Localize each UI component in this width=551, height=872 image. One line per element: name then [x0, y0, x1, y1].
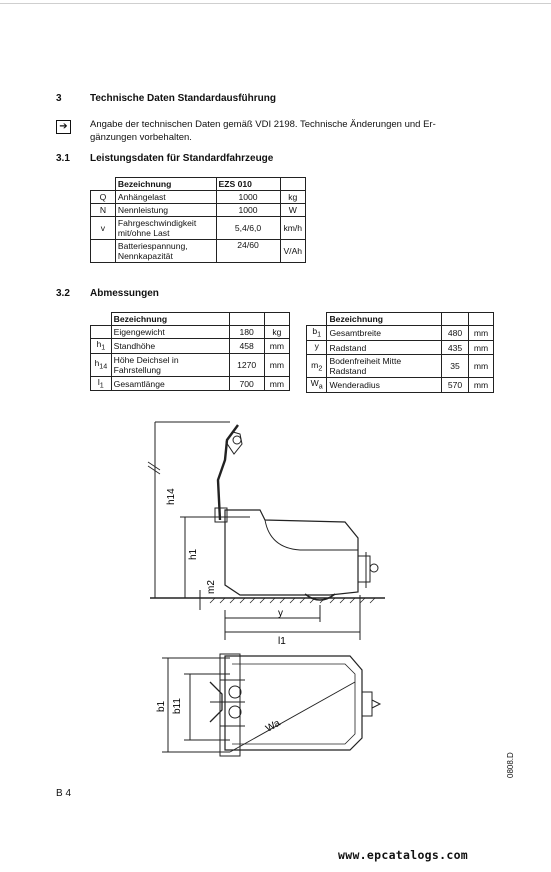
- table-header-row: [91, 313, 290, 326]
- table-row: [307, 326, 494, 341]
- section-title: Leistungsdaten für Standardfahrzeuge: [90, 153, 274, 164]
- table-row: [91, 240, 306, 263]
- table-cell: [91, 178, 116, 191]
- table-cell: km/h: [280, 217, 305, 240]
- table-cell: 458: [229, 339, 264, 354]
- table-cell: 480: [442, 326, 469, 341]
- table-header-label: Bezeichnung: [327, 313, 442, 326]
- table-header-model: EZS 010: [216, 178, 280, 191]
- symbol-subscript: a: [318, 383, 323, 392]
- label-b1: b1: [156, 700, 167, 712]
- table-cell: [307, 355, 327, 378]
- table-cell: mm: [264, 339, 289, 354]
- table-cell: 5,4/6,0: [216, 217, 280, 240]
- table-cell: mm: [469, 326, 494, 341]
- arrow-right-icon: ➔: [56, 120, 71, 134]
- table-row: [91, 217, 306, 240]
- label-h14: h14: [166, 488, 177, 505]
- section-number: 3.2: [56, 288, 70, 299]
- table-cell: [91, 313, 112, 326]
- table-row: [91, 204, 306, 217]
- table-cell: 1000: [216, 191, 280, 204]
- table-cell: Fahrgeschwindigkeit mit/ohne Last: [115, 217, 216, 240]
- page-number: B 4: [56, 788, 72, 799]
- table-header-row: [91, 178, 306, 191]
- table-cell: [469, 313, 494, 326]
- tow-coupling: [358, 556, 370, 582]
- table-cell: mm: [469, 340, 494, 355]
- table-row: [91, 339, 290, 354]
- dimensions-table-left: [90, 312, 290, 391]
- table-cell: Anhängelast: [115, 191, 216, 204]
- performance-table: [90, 177, 306, 263]
- symbol: l: [97, 376, 100, 387]
- table-cell: [442, 313, 469, 326]
- table-cell: mm: [264, 353, 289, 376]
- label-l1: l1: [278, 636, 286, 645]
- symbol: W: [310, 378, 319, 389]
- label-h1: h1: [188, 548, 199, 560]
- table-cell: V/Ah: [280, 240, 305, 263]
- symbol: b: [312, 326, 318, 336]
- table-cell: 435: [442, 340, 469, 355]
- section-title: Abmessungen: [90, 288, 159, 299]
- tiller-base: [220, 654, 240, 756]
- table-cell: [91, 326, 112, 339]
- table-cell: 570: [442, 378, 469, 393]
- table-cell: Standhöhe: [111, 339, 229, 354]
- table-row: [91, 191, 306, 204]
- table-cell: Gesamtlänge: [111, 376, 229, 391]
- table-cell: [264, 313, 289, 326]
- chassis-outline: [225, 656, 362, 750]
- table-cell: 180: [229, 326, 264, 339]
- symbol: h: [94, 357, 100, 368]
- table-cell: [280, 178, 305, 191]
- table-cell: Gesamtbreite: [327, 326, 442, 341]
- symbol-subscript: 14: [99, 362, 108, 371]
- note-line: gänzungen vorbehalten.: [90, 132, 192, 143]
- table-row: [91, 326, 290, 339]
- table-cell: 35: [442, 355, 469, 378]
- table-cell: [229, 313, 264, 326]
- tow-coupling: [362, 692, 372, 716]
- table-cell: Bodenfreiheit Mitte Radstand: [327, 355, 442, 378]
- table-cell: Nennleistung: [115, 204, 216, 217]
- table-cell: 24/60: [216, 240, 280, 263]
- turning-radius-line: [230, 682, 355, 752]
- table-cell: [91, 240, 116, 263]
- symbol-subscript: 1: [317, 330, 322, 339]
- table-cell: mm: [469, 378, 494, 393]
- table-cell: [307, 326, 327, 341]
- table-cell: 700: [229, 376, 264, 391]
- label-y: y: [278, 608, 283, 619]
- table-header-label: Bezeichnung: [115, 178, 216, 191]
- website-link[interactable]: www.epcatalogs.com: [338, 848, 469, 862]
- table-cell: 1000: [216, 204, 280, 217]
- table-cell: [307, 378, 327, 393]
- table-row: [91, 353, 290, 376]
- table-cell: [307, 340, 327, 355]
- table-cell: Q: [91, 191, 116, 204]
- section-title: Technische Daten Standardausführung: [90, 93, 276, 104]
- table-cell: Radstand: [327, 340, 442, 355]
- label-b11: b11: [172, 698, 183, 714]
- table-cell: mm: [264, 376, 289, 391]
- table-cell: Eigengewicht: [111, 326, 229, 339]
- table-cell: 1270: [229, 353, 264, 376]
- symbol: h: [96, 339, 102, 349]
- label-m2: m2: [206, 580, 217, 594]
- note-text: [90, 118, 500, 144]
- table-cell: kg: [264, 326, 289, 339]
- top-view-drawing: [150, 652, 390, 762]
- label-wa: Wa: [264, 717, 283, 735]
- table-cell: [307, 313, 327, 326]
- table-row: [307, 355, 494, 378]
- table-row: [307, 378, 494, 393]
- symbol-subscript: 1: [101, 343, 106, 352]
- dimensions-table-right: [306, 312, 494, 393]
- table-cell: [91, 353, 112, 376]
- table-cell: Wenderadius: [327, 378, 442, 393]
- symbol-subscript: 1: [99, 381, 104, 390]
- table-row: [307, 340, 494, 355]
- side-view-drawing: [130, 410, 400, 645]
- note-line: Angabe der technischen Daten gemäß VDI 2198. Technische Änderungen und Er-: [90, 119, 436, 130]
- section-number: 3: [56, 93, 62, 104]
- symbol: y: [314, 340, 319, 351]
- table-cell: [91, 339, 112, 354]
- table-cell: kg: [280, 191, 305, 204]
- table-cell: Batteriespannung, Nennkapazität: [115, 240, 216, 263]
- table-cell: W: [280, 204, 305, 217]
- figure-id: 0808.D: [506, 752, 515, 778]
- table-header-row: [307, 313, 494, 326]
- symbol: m: [311, 359, 319, 370]
- table-row: [91, 376, 290, 391]
- chassis-body: [225, 510, 358, 595]
- top-rule: [0, 3, 551, 4]
- table-cell: v: [91, 217, 116, 240]
- table-cell: [91, 376, 112, 391]
- table-cell: mm: [469, 355, 494, 378]
- table-header-label: Bezeichnung: [111, 313, 229, 326]
- table-cell: N: [91, 204, 116, 217]
- table-cell: Höhe Deichsel in Fahrstellung: [111, 353, 229, 376]
- section-number: 3.1: [56, 153, 70, 164]
- symbol-subscript: 2: [318, 364, 323, 373]
